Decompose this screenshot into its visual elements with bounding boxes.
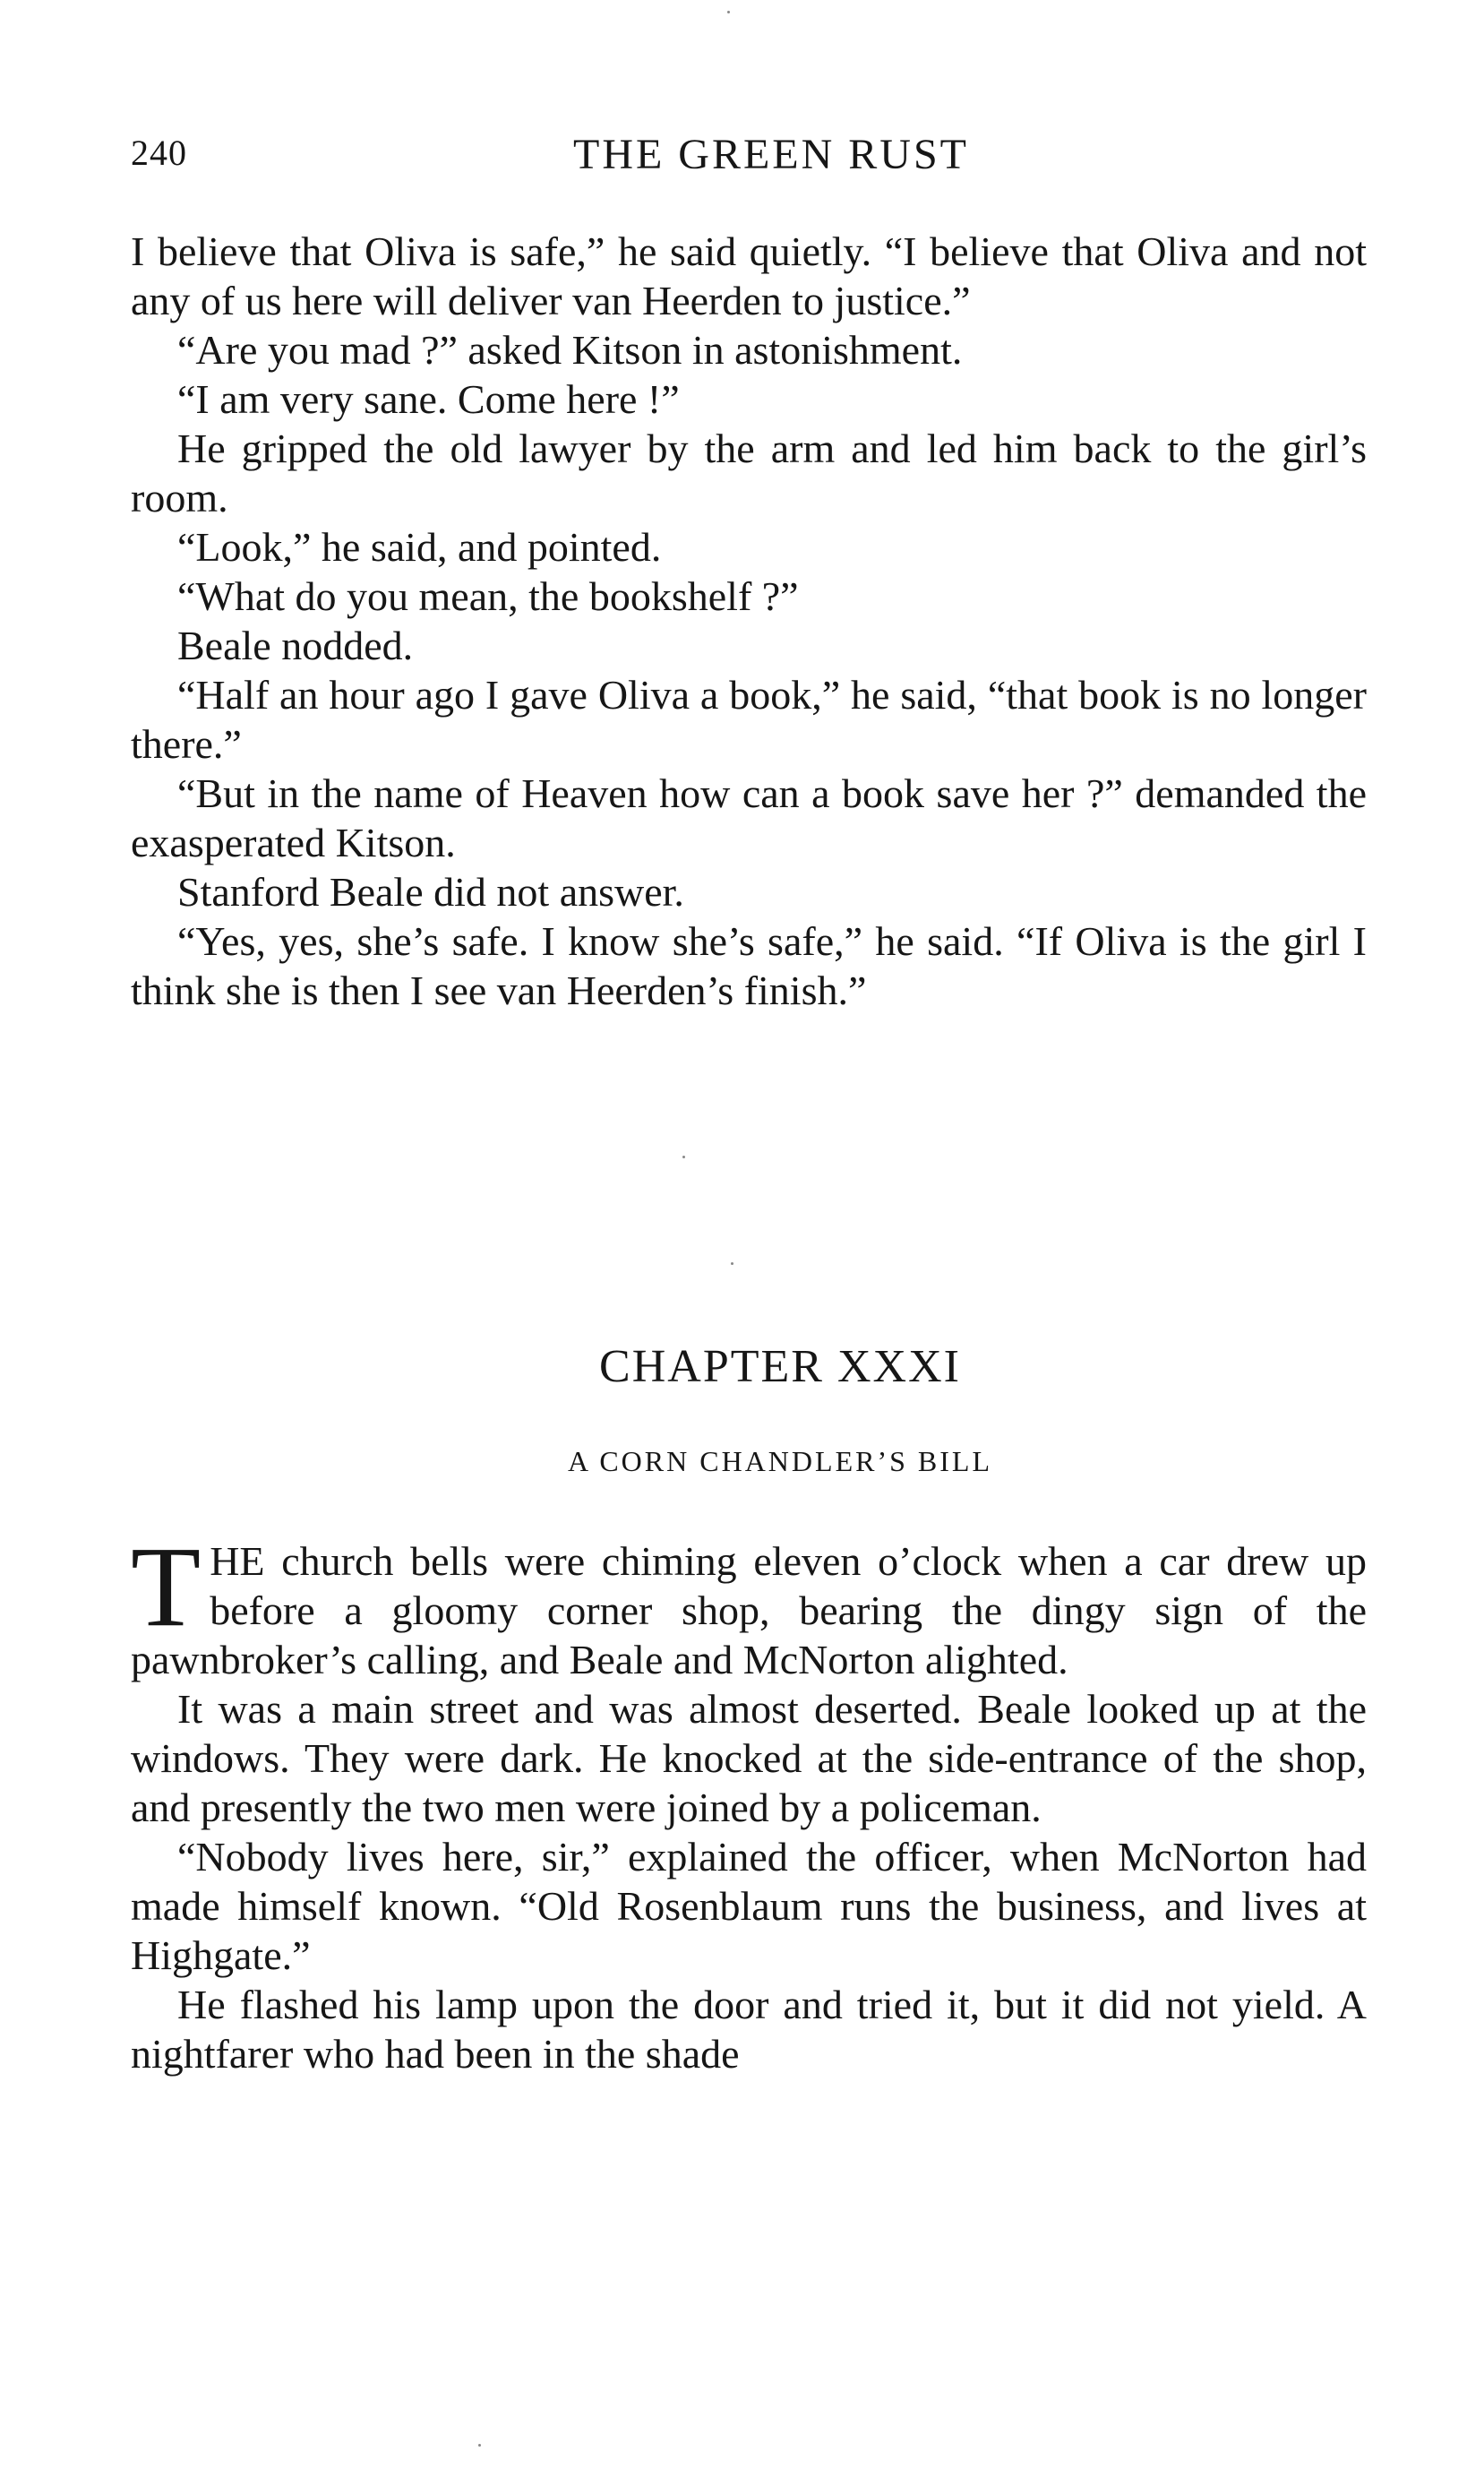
paragraph: Stanford Beale did not answer. [177,869,684,915]
drop-cap: T [131,1523,202,1650]
chapter-heading: CHAPTER XXXI [599,1341,961,1392]
paragraph: “Are you mad ?” asked Kitson in astonishment. [177,327,963,373]
print-speck [478,2444,481,2447]
paragraph: “Look,” he said, and pointed. [177,524,662,570]
previous-chapter-text [131,227,1367,1015]
chapter-subtitle: A CORN CHANDLER’S BILL [567,1445,992,1477]
paragraph: “What do you mean, the bookshelf ?” [177,573,799,619]
paragraph: “Half an hour ago I gave Oliva a book,” he said, “that book is no longer there.” [131,672,1367,767]
paragraph: “But in the name of Heaven how can a book save her ?” demanded the exasperated Kitson. [131,770,1367,865]
paragraph: It was a main street and was almost deserted. Beale looked up at the windows. They were dark. He knocked at the side-entrance of the shop, and presently the two men were joined by a policeman. [131,1686,1367,1830]
page-number: 240 [131,133,187,173]
chapter-text [131,1523,1367,2078]
print-speck [682,1156,685,1158]
opening-paragraph-text: HE church bells were chiming eleven o’clock when a car drew up before a gloomy corner shop, bearing the dingy sign of the pawnbroker’s calling, and Beale and McNorton alighted. [131,1538,1367,1682]
paragraph: “Nobody lives here, sir,” explained the officer, when McNorton had made himself known. “Old Rosenblaum runs the business, and lives at Highgate.” [131,1834,1367,1978]
paragraph: “Yes, yes, she’s safe. I know she’s safe,” he said. “If Oliva is the girl I think she is then I see van Heerden’s finish.” [131,918,1367,1013]
paragraph: I believe that Oliva is safe,” he said quietly. “I believe that Oliva and not any of us here will deliver van Heerden to justice.” [131,228,1367,323]
running-header [131,130,1367,184]
print-speck [727,11,730,13]
paragraph: Beale nodded. [177,623,414,668]
paragraph: “I am very sane. Come here !” [177,376,680,422]
paragraph: He flashed his lamp upon the door and tried it, but it did not yield. A nightfarer who had been in the shade [131,1982,1367,2077]
running-title: THE GREEN RUST [573,131,969,178]
paragraph: He gripped the old lawyer by the arm and led him back to the girl’s room. [131,426,1367,520]
opening-paragraph [131,1523,1367,1684]
print-speck [731,1262,733,1265]
